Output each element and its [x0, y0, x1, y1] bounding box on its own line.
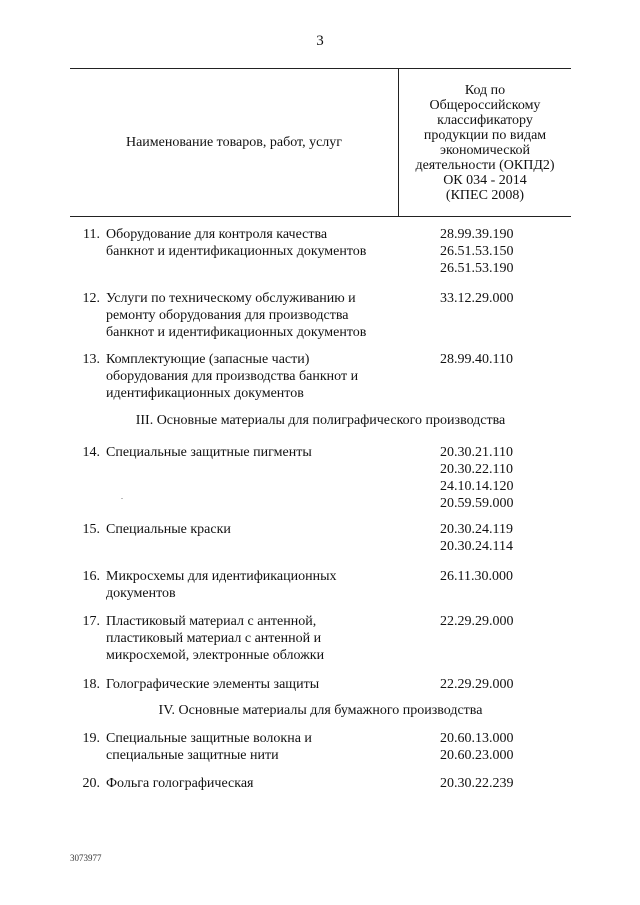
row-code: 33.12.29.000	[440, 291, 514, 306]
row-name-line: документов	[106, 586, 176, 601]
row-name-line: банкнот и идентификационных документов	[106, 244, 367, 259]
header-code-line: экономической	[439, 142, 531, 158]
row-code: 26.11.30.000	[440, 569, 513, 584]
row-number: 15.	[82, 522, 100, 537]
row-name	[106, 444, 426, 461]
row-number: 17.	[82, 614, 100, 629]
row-name-line: пластиковый материал с антенной и	[106, 631, 322, 646]
row-name-line: Специальные защитные пигменты	[106, 445, 312, 460]
row-name-line: Оборудование для контроля качества	[106, 227, 328, 242]
row-number: 16.	[82, 569, 100, 584]
row-name-line: Фольга голографическая	[106, 776, 254, 791]
row-code: 20.59.59.000	[440, 496, 514, 511]
header-name-column: Наименование товаров, работ, услуг	[125, 134, 343, 150]
row-name	[106, 226, 426, 260]
row-name-line: Голографические элементы защиты	[106, 677, 320, 692]
row-name-line: оборудования для производства банкнот и	[106, 369, 359, 384]
table-header	[70, 68, 571, 217]
row-code: 26.51.53.190	[440, 261, 514, 276]
row-number: 11.	[83, 227, 100, 242]
header-code-line: (КПЕС 2008)	[445, 187, 525, 203]
section-heading: III. Основные материалы для полиграфического производства	[135, 413, 506, 428]
row-name-line: микросхемой, электронные обложки	[106, 648, 325, 663]
row-code: 28.99.40.110	[440, 352, 513, 367]
row-name	[106, 521, 426, 538]
row-code: 20.30.22.239	[440, 776, 514, 791]
row-name	[106, 351, 426, 402]
header-code-line: Общероссийскому	[429, 97, 541, 113]
header-code-line: Код по	[464, 82, 506, 98]
row-codes	[440, 226, 550, 277]
row-name-line: ремонту оборудования для производства	[106, 308, 349, 323]
row-codes	[440, 568, 550, 585]
scan-speck	[121, 498, 123, 499]
row-code: 26.51.53.150	[440, 244, 514, 259]
row-name-line: идентификационных документов	[106, 386, 304, 401]
row-code: 20.30.22.110	[440, 462, 513, 477]
row-number: 14.	[82, 445, 100, 460]
row-number: 20.	[82, 776, 100, 791]
row-name-line: Специальные краски	[106, 522, 231, 537]
row-number: 18.	[82, 677, 100, 692]
document-id: 3073977	[70, 853, 102, 863]
row-number: 13.	[82, 352, 100, 367]
row-code: 22.29.29.000	[440, 614, 514, 629]
header-code-column	[399, 69, 571, 216]
row-code: 20.30.24.114	[440, 539, 513, 554]
row-code: 22.29.29.000	[440, 677, 514, 692]
row-name-line: Пластиковый материал с антенной,	[106, 614, 317, 629]
row-code: 20.30.24.119	[440, 522, 513, 537]
row-code: 28.99.39.190	[440, 227, 514, 242]
row-name	[106, 613, 426, 664]
row-name	[106, 290, 426, 341]
header-code-line: классификатору	[437, 112, 533, 128]
row-codes	[440, 290, 550, 307]
row-codes	[440, 351, 550, 368]
row-name-line: банкнот и идентификационных документов	[106, 325, 367, 340]
row-name	[106, 568, 426, 602]
row-codes	[440, 676, 550, 693]
section-heading: IV. Основные материалы для бумажного производства	[158, 703, 483, 718]
row-name-line: Микросхемы для идентификационных	[106, 569, 337, 584]
header-code-line: ОК 034 - 2014	[443, 172, 527, 188]
row-number: 12.	[82, 291, 100, 306]
row-name	[106, 676, 426, 693]
row-code: 20.60.13.000	[440, 731, 514, 746]
row-number: 19.	[82, 731, 100, 746]
row-codes	[440, 613, 550, 630]
page-number: 3	[316, 33, 324, 49]
row-name	[106, 775, 426, 792]
row-code: 20.30.21.110	[440, 445, 513, 460]
row-code: 20.60.23.000	[440, 748, 514, 763]
row-name-line: Комплектующие (запасные части)	[106, 352, 310, 367]
row-name-line: Специальные защитные волокна и	[106, 731, 312, 746]
header-code-line: деятельности (ОКПД2)	[415, 157, 555, 173]
row-codes	[440, 730, 550, 764]
row-name	[106, 730, 426, 764]
row-codes	[440, 775, 550, 792]
row-code: 24.10.14.120	[440, 479, 514, 494]
row-codes	[440, 444, 550, 512]
header-code-line: продукции по видам	[423, 127, 547, 143]
row-codes	[440, 521, 550, 555]
row-name-line: Услуги по техническому обслуживанию и	[106, 291, 356, 306]
row-name-line: специальные защитные нити	[106, 748, 279, 763]
